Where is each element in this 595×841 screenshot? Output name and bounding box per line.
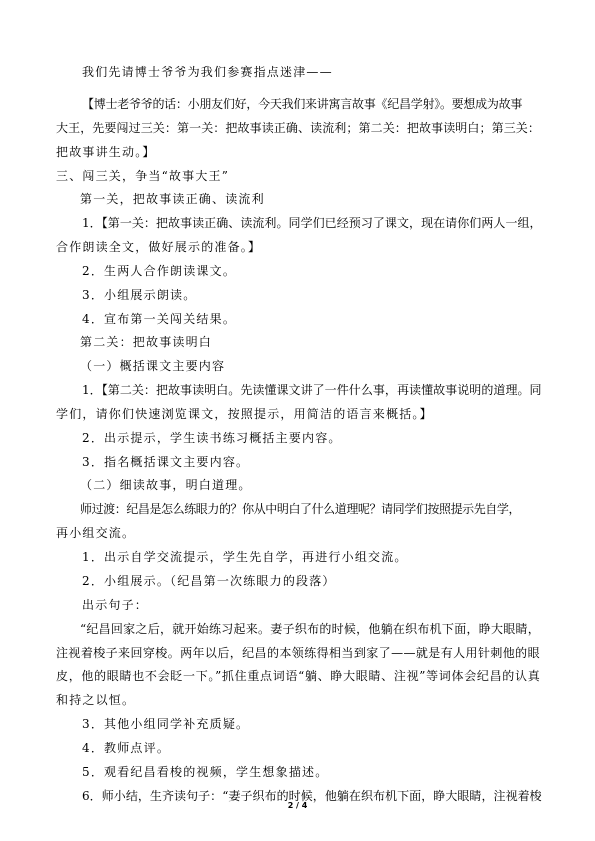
text-line: 【博士老爷爷的话：小朋友们好，今天我们来讲寓言故事《纪昌学射》。要想成为故事 <box>82 97 523 111</box>
text-line: 合作朗读全文，做好展示的准备。】 <box>56 240 262 254</box>
list-item: 4．宣布第一关闯关结果。 <box>82 312 237 326</box>
list-item: 4．教师点评。 <box>82 741 171 755</box>
text-line: 再小组交流。 <box>56 526 136 540</box>
list-item: 3．指名概括课文主要内容。 <box>82 455 250 469</box>
subsection-heading: （二）细读故事，明白道理。 <box>80 478 252 492</box>
section-heading: 第二关：把故事读明白 <box>80 335 213 349</box>
list-item: 3．其他小组同学补充质疑。 <box>82 717 250 731</box>
quote-line: 注视着梭子来回穿梭。两年以后，纪昌的本领练得相当到家了——就是有人用针刺他的眼 <box>56 646 540 660</box>
page-number: 2 / 4 <box>287 801 308 810</box>
subsection-heading: （一）概括课文主要内容 <box>80 359 226 373</box>
list-item: 2．生两人合作朗读课文。 <box>82 264 237 278</box>
quote-line: “纪昌回家之后，就开始练习起来。妻子织布的时候，他躺在织布机下面，睁大眼睛， <box>80 622 541 636</box>
list-item: 2．小组展示。（纪昌第一次练眼力的段落） <box>82 574 336 588</box>
text-line: 出示句子： <box>82 598 149 612</box>
text-line: 我们先请博士爷爷为我们参赛指点迷津—— <box>82 65 333 79</box>
text-line: 师过渡：纪昌是怎么练眼力的？你从中明白了什么道理呢？请同学们按照提示先自学， <box>80 502 521 516</box>
text-line: 1．【第二关：把故事读明白。先读懂课文讲了一件什么事，再读懂故事说明的道理。同 <box>82 383 542 397</box>
list-item: 2．出示提示，学生读书练习概括主要内容。 <box>82 431 342 445</box>
text-line: 把故事讲生动。】 <box>56 145 156 159</box>
text-line: 学们，请你们快速浏览课文，按照提示，用简洁的语言来概括。】 <box>56 407 433 421</box>
list-item: 3．小组展示朗读。 <box>82 288 197 302</box>
text-line: 大王，先要闯过三关：第一关：把故事读正确、读流利；第二关：把故事读明白；第三关： <box>56 121 541 135</box>
text-line: 第一关，把故事读正确、读流利 <box>80 192 265 206</box>
list-item: 5．观看纪昌看梭的视频，学生想象描述。 <box>82 765 329 779</box>
list-item: 1．出示自学交流提示，学生先自学，再进行小组交流。 <box>82 550 408 564</box>
quote-line: 皮，他的眼睛也不会眨一下。”抓住重点词语“躺、睁大眼睛、注视”等词体会纪昌的认真 <box>56 669 541 683</box>
text-line: 和持之以恒。 <box>56 693 136 707</box>
text-line: 1．【第一关：把故事读正确、读流利。同学们已经预习了课文，现在请你们两人一组， <box>82 216 542 230</box>
section-heading: 三、闯三关，争当“故事大王” <box>56 169 230 183</box>
list-item: 6．师小结，生齐读句子：“妻子织布的时候，他躺在织布机下面，睁大眼睛，注视着梭 <box>82 789 542 803</box>
